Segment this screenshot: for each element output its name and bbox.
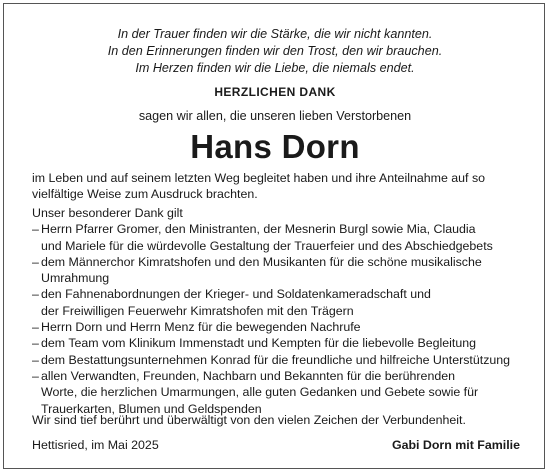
dash-bullet: – — [32, 336, 39, 351]
thanks-intro: sagen wir allen, die unseren lieben Verstorbenen — [138, 109, 412, 123]
item-line: und Mariele für die würdevolle Gestaltung der Trauerfeier und des Abschiedgebets — [41, 238, 493, 253]
deceased-name: Hans Dorn — [190, 128, 360, 165]
list-item — [32, 352, 522, 368]
item-line: Herrn Pfarrer Gromer, den Ministranten, der Mesnerin Burgl sowie Mia, Claudia — [41, 222, 476, 237]
dash-bullet: – — [32, 254, 39, 269]
closing-sentence — [32, 412, 522, 428]
motto-line: Im Herzen finden wir die Liebe, die niemals endet. — [135, 61, 415, 75]
motto-line: In der Trauer finden wir die Stärke, die wir nicht kannten. — [117, 27, 433, 41]
item-line: den Fahnenabordnungen der Krieger- und Soldatenkameradschaft und — [41, 287, 431, 302]
special-thanks-label: Unser besonderer Dank gilt — [32, 206, 183, 220]
item-line: Umrahmung — [41, 271, 110, 286]
dash-bullet: – — [32, 222, 39, 237]
place-date: Hettisried, im Mai 2025 — [32, 438, 159, 452]
paragraph-line: vielfältige Weise zum Ausdruck brachten. — [32, 187, 258, 202]
signature: Gabi Dorn mit Familie — [391, 438, 520, 452]
thanks-heading: HERZLICHEN DANK — [214, 85, 336, 99]
item-line: Herrn Dorn und Herrn Menz für die bewegenden Nachrufe — [41, 320, 361, 335]
item-line: dem Bestattungsunternehmen Konrad für die freundliche und hilfreiche Unterstützung — [41, 352, 511, 367]
motto-line: In den Erinnerungen finden wir den Trost, den wir brauchen. — [107, 44, 443, 58]
item-line: dem Männerchor Kimratshofen und den Musikanten für die schöne musikalische — [41, 254, 482, 269]
dash-bullet: – — [32, 320, 39, 335]
closing-line: Wir sind tief berührt und überwältigt von den vielen Zeichen der Verbundenheit. — [32, 413, 466, 427]
list-item — [32, 319, 522, 335]
list-item — [32, 286, 522, 319]
item-line: allen Verwandten, Freunden, Nachbarn und Bekannten für die berührenden — [41, 368, 456, 383]
item-line: Trauerkarten, Blumen und Geldspenden — [41, 401, 262, 416]
dash-bullet: – — [32, 368, 39, 383]
special-thanks-list — [32, 205, 522, 417]
item-line: der Freiwilligen Feuerwehr Kimratshofen mit den Trägern — [41, 303, 354, 318]
paragraph-line: im Leben und auf seinem letzten Weg begleitet haben und ihre Anteilnahme auf so — [32, 171, 486, 185]
dash-bullet: – — [32, 352, 39, 367]
list-item — [32, 221, 522, 254]
list-item — [32, 254, 522, 287]
motto-verse — [0, 26, 550, 77]
dash-bullet: – — [32, 287, 39, 302]
accompany-paragraph — [32, 170, 522, 203]
item-line: dem Team vom Klinikum Immenstadt und Kempten für die liebevolle Begleitung — [41, 336, 477, 351]
list-item — [32, 335, 522, 351]
item-line: Worte, die herzlichen Umarmungen, alle guten Gedanken und Gebete sowie für — [41, 385, 479, 400]
list-item — [32, 368, 522, 417]
